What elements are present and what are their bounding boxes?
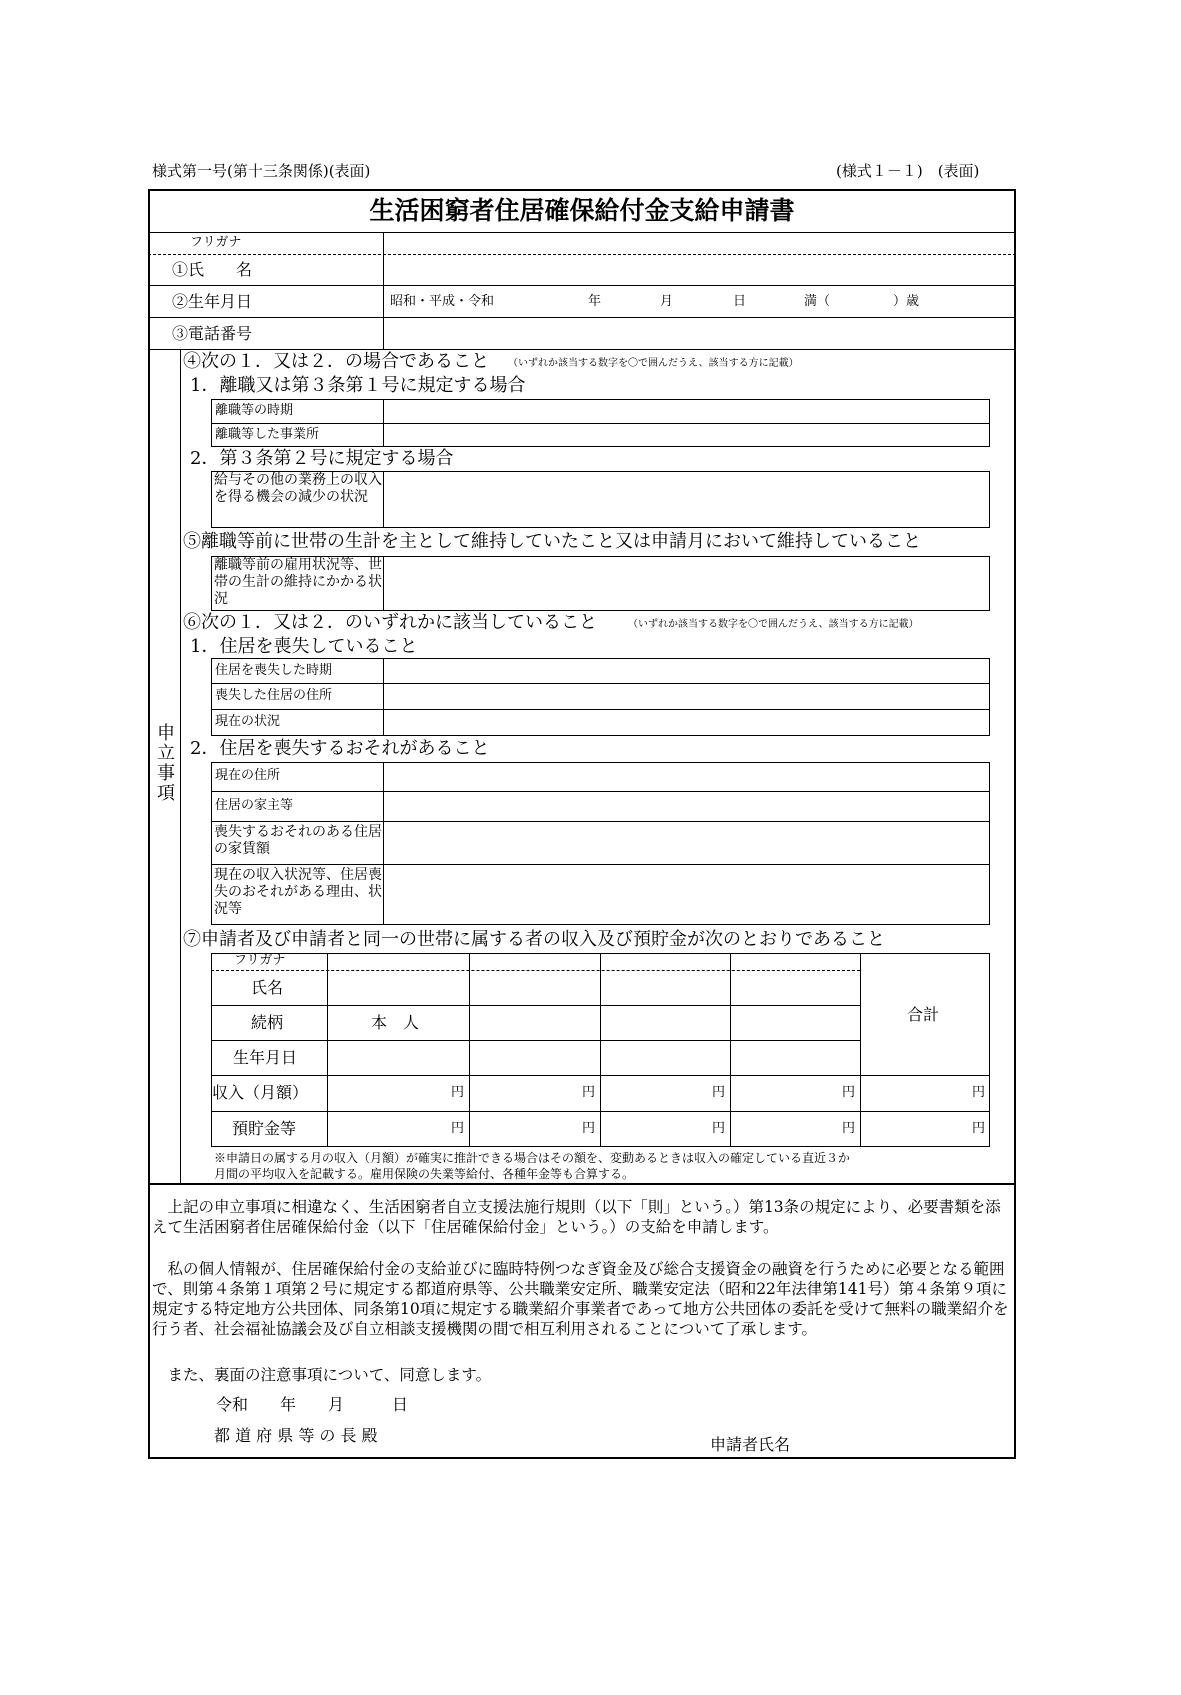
yen-unit: 円 [842, 1085, 856, 1100]
section5-heading: ⑤離職等前に世帯の生計を主として維持していたこと又は申請月において維持していること [183, 531, 921, 552]
lost-address-label: 喪失した住居の住所 [215, 688, 333, 703]
declaration-paragraph-2: 私の個人情報が、住居確保給付金の支給並びに臨時特例つなぎ資金及び総合支援資金の融資を行うために必要となる範囲で、則第４条第１項第２号に規定する都道府県等、公共職業安定所、職業安定法（昭和22年法律第141号）第４条第９項に規定する特定地方公共団体、同条第10項に規定する職業紹介事業者であって地方公共団体の委託を受けて無料の職業紹介を行う者、社会福祉協議会及び自立相談支援機関の間で相互利用されることについて了承します。 [152, 1260, 1009, 1338]
yen-unit: 円 [972, 1085, 986, 1100]
section7-heading: ⑦申請者及び申請者と同一の世帯に属する者の収入及び預貯金が次のとおりであること [183, 929, 885, 950]
form-type: (様式１－１) (表面) [836, 162, 980, 180]
yen-unit: 円 [451, 1121, 465, 1136]
declaration-paragraph-3: また、裏面の注意事項について、同意します。 [167, 1366, 492, 1384]
yen-unit: 円 [582, 1121, 596, 1136]
page-title: 生活困窮者住居確保給付金支給申請書 [369, 196, 795, 225]
side-char-3: 事 [157, 763, 175, 784]
table-total-label: 合計 [907, 1005, 940, 1024]
section4-sub2: 2．第３条第２号に規定する場合 [190, 448, 454, 469]
income-situation-label: 現在の収入状況等、住居喪失のおそれがある理由、状況等 [214, 867, 382, 917]
age-close: ）歳 [893, 294, 920, 309]
table-income-label: 収入（月額） [212, 1083, 309, 1102]
separation-employer-label: 離職等した事業所 [215, 427, 320, 442]
era-options[interactable]: 昭和・平成・令和 [390, 294, 495, 309]
yen-unit: 円 [972, 1121, 986, 1136]
section4-note: （いずれか該当する数字を〇で囲んだうえ、該当する方に記載） [508, 358, 799, 369]
yen-unit: 円 [842, 1121, 856, 1136]
side-char-1: 申 [157, 723, 175, 744]
housing-loss-date-label: 住居を喪失した時期 [215, 663, 333, 678]
yen-unit: 円 [712, 1085, 726, 1100]
section4-sub1: 1．離職又は第３条第１号に規定する場合 [190, 375, 526, 396]
self-relation: 本 人 [371, 1013, 420, 1032]
table-name-label: 氏名 [251, 978, 284, 997]
year-unit: 年 [588, 294, 602, 309]
side-label [155, 724, 177, 804]
section6-heading: ⑥次の１．又は２．のいずれかに該当していること [183, 612, 597, 633]
income-reduction-label: 給与その他の業務上の収入を得る機会の減少の状況 [214, 472, 382, 505]
month-unit: 月 [660, 294, 674, 309]
separation-date-label: 離職等の時期 [215, 403, 294, 418]
birthdate-label: ②生年月日 [172, 292, 253, 311]
age-open: 満（ [804, 294, 831, 309]
table-relation-label: 続柄 [251, 1013, 284, 1032]
employment-status-label: 離職等前の雇用状況等、世帯の生計の維持にかかる状況 [214, 557, 382, 607]
section6-note: （いずれか該当する数字を〇で囲んだうえ、該当する方に記載） [628, 619, 919, 630]
income-note-1: ※申請日の属する月の収入（月額）が確実に推計できる場合はその額を、変動あるときは収入の確定している直近３か [214, 1151, 851, 1165]
table-furigana-label: フリガナ [234, 953, 286, 968]
section6-sub1: 1．住居を喪失していること [190, 636, 418, 657]
date-line: 令和 年 月 日 [216, 1395, 409, 1414]
day-unit: 日 [733, 294, 747, 309]
yen-unit: 円 [451, 1085, 465, 1100]
form-number: 様式第一号(第十三条関係)(表面) [152, 162, 371, 180]
side-char-4: 項 [157, 783, 175, 804]
landlord-label: 住居の家主等 [215, 798, 294, 813]
table-birthdate-label: 生年月日 [233, 1048, 298, 1067]
name-field[interactable] [384, 257, 1014, 284]
phone-field[interactable] [384, 320, 1014, 348]
applicant-name-label: 申請者氏名 [710, 1435, 791, 1454]
section6-sub2: 2．住居を喪失するおそれがあること [190, 738, 490, 759]
current-address-label: 現在の住所 [215, 768, 281, 783]
yen-unit: 円 [582, 1085, 596, 1100]
current-status-label: 現在の状況 [215, 714, 281, 729]
addressee: 都 道 府 県 等 の 長 殿 [214, 1426, 378, 1445]
section4-heading: ④次の１．又は２．の場合であること [183, 351, 489, 372]
income-note-2: 月間の平均収入を記載する。雇用保険の失業等給付、各種年金等も合算する。 [214, 1167, 635, 1181]
yen-unit: 円 [712, 1121, 726, 1136]
furigana-label: フリガナ [190, 235, 242, 250]
rent-label: 喪失するおそれのある住居の家賃額 [214, 824, 382, 857]
table-savings-label: 預貯金等 [232, 1119, 297, 1138]
phone-label: ③電話番号 [172, 324, 253, 343]
side-char-2: 立 [157, 743, 175, 764]
name-label: ①氏 名 [172, 260, 253, 279]
declaration-paragraph-1: 上記の申立事項に相違なく、生活困窮者自立支援法施行規則（以下「則」という。）第13条の規定により、必要書類を添えて生活困窮者住居確保給付金（以下「住居確保給付金」という。）の支給を申請します。 [152, 1198, 1001, 1236]
